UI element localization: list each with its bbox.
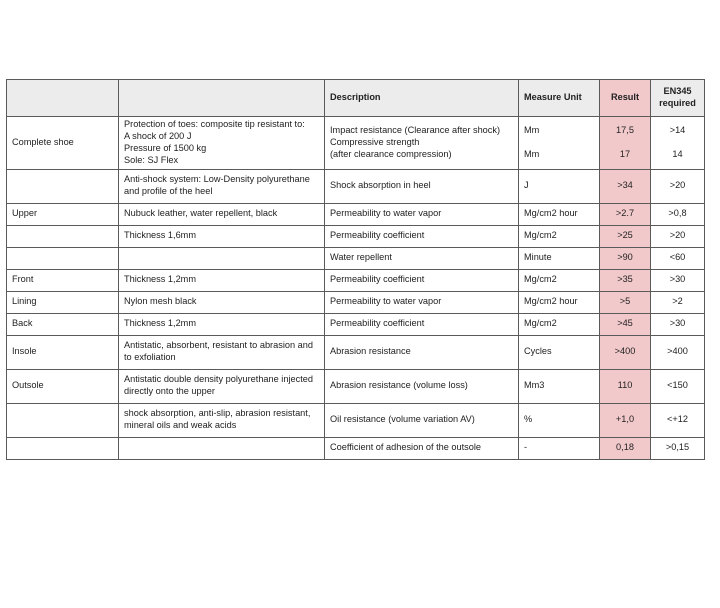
- result-line: +1,0: [615, 414, 635, 425]
- unit-line: Mm3: [524, 380, 545, 391]
- material-line: Nylon mesh black: [124, 296, 197, 307]
- cell-description: [325, 169, 519, 203]
- table-row: [7, 369, 705, 403]
- cell-material: [119, 247, 325, 269]
- header-unit: Measure Unit: [519, 80, 600, 117]
- description-line: Permeability coefficient: [330, 318, 425, 329]
- material-line: Thickness 1,2mm: [124, 318, 196, 329]
- table-row: [7, 403, 705, 437]
- cell-unit: [519, 291, 600, 313]
- result-line: 0,18: [616, 442, 634, 453]
- description-line: Shock absorption in heel: [330, 180, 431, 191]
- material-line: A shock of 200 J: [124, 130, 192, 141]
- cell-part: Lining: [7, 291, 119, 313]
- cell-part: Outsole: [7, 369, 119, 403]
- description-line: Permeability coefficient: [330, 274, 425, 285]
- cell-required: [651, 117, 705, 170]
- unit-line: Minute: [524, 252, 552, 263]
- material-line: Antistatic, absorbent, resistant to abrasion and to exfoliation: [124, 340, 313, 363]
- cell-required: [651, 313, 705, 335]
- cell-unit: [519, 247, 600, 269]
- header-part: [7, 80, 119, 117]
- material-line: shock absorption, anti-slip, abrasion resistant, mineral oils and weak acids: [124, 408, 311, 431]
- unit-line: J: [524, 180, 529, 191]
- cell-required: [651, 225, 705, 247]
- table-row: [7, 117, 705, 170]
- cell-unit: [519, 403, 600, 437]
- required-line: >20: [669, 230, 686, 241]
- cell-required: [651, 247, 705, 269]
- unit-line: Mg/cm2: [524, 230, 557, 241]
- description-line: Permeability coefficient: [330, 230, 425, 241]
- required-line: >14: [669, 124, 686, 135]
- cell-part: Complete shoe: [7, 117, 119, 170]
- cell-unit: [519, 225, 600, 247]
- unit-line: Mg/cm2: [524, 318, 557, 329]
- cell-material: [119, 403, 325, 437]
- unit-line: Mm: [524, 148, 540, 159]
- required-line: <+12: [667, 414, 688, 425]
- cell-part: [7, 169, 119, 203]
- spec-body: [7, 117, 705, 460]
- cell-result: [600, 269, 651, 291]
- unit-line: Mg/cm2 hour: [524, 208, 578, 219]
- required-line: 14: [672, 148, 683, 159]
- table-row: [7, 335, 705, 369]
- cell-material: [119, 169, 325, 203]
- table-row: [7, 437, 705, 459]
- cell-unit: [519, 169, 600, 203]
- cell-required: [651, 403, 705, 437]
- required-line: <60: [669, 252, 686, 263]
- result-line: >90: [617, 252, 633, 263]
- unit-line: Cycles: [524, 346, 552, 357]
- description-line: Compressive strength: [330, 136, 420, 147]
- material-line: Nubuck leather, water repellent, black: [124, 208, 278, 219]
- cell-material: [119, 313, 325, 335]
- cell-material: [119, 437, 325, 459]
- unit-line: %: [524, 414, 533, 425]
- cell-result: [600, 117, 651, 170]
- material-line: Antistatic double density polyurethane injected directly onto the upper: [124, 374, 313, 397]
- unit-line: Mg/cm2: [524, 274, 557, 285]
- cell-result: [600, 169, 651, 203]
- cell-unit: [519, 313, 600, 335]
- cell-part: Insole: [7, 335, 119, 369]
- cell-unit: [519, 437, 600, 459]
- cell-unit: [519, 335, 600, 369]
- cell-description: [325, 203, 519, 225]
- result-line: >2.7: [615, 208, 635, 219]
- description-line: Coefficient of adhesion of the outsole: [330, 442, 482, 453]
- cell-result: [600, 247, 651, 269]
- cell-description: [325, 225, 519, 247]
- cell-unit: [519, 369, 600, 403]
- cell-required: [651, 369, 705, 403]
- required-line: >30: [669, 274, 686, 285]
- cell-part: [7, 247, 119, 269]
- cell-unit: [519, 117, 600, 170]
- table-row: [7, 169, 705, 203]
- cell-result: [600, 313, 651, 335]
- cell-required: [651, 291, 705, 313]
- cell-required: [651, 269, 705, 291]
- header-row: [7, 80, 705, 117]
- cell-required: [651, 437, 705, 459]
- material-line: Sole: SJ Flex: [124, 154, 179, 165]
- result-line: >25: [617, 230, 633, 241]
- cell-description: [325, 247, 519, 269]
- result-line: 17,5: [616, 124, 634, 135]
- cell-result: [600, 437, 651, 459]
- description-line: Oil resistance (volume variation AV): [330, 414, 475, 425]
- cell-result: [600, 369, 651, 403]
- description-line: Impact resistance (Clearance after shock): [330, 124, 501, 135]
- description-line: Permeability to water vapor: [330, 208, 442, 219]
- result-line: 17: [619, 148, 631, 159]
- required-line: >400: [667, 346, 688, 357]
- table-row: [7, 203, 705, 225]
- cell-result: [600, 335, 651, 369]
- cell-material: [119, 225, 325, 247]
- cell-result: [600, 225, 651, 247]
- unit-line: Mg/cm2 hour: [524, 296, 578, 307]
- cell-description: [325, 403, 519, 437]
- cell-part: [7, 403, 119, 437]
- required-line: >30: [669, 318, 686, 329]
- cell-unit: [519, 203, 600, 225]
- table-row: [7, 291, 705, 313]
- cell-required: [651, 335, 705, 369]
- description-line: (after clearance compression): [330, 148, 452, 159]
- cell-material: [119, 117, 325, 170]
- cell-description: [325, 313, 519, 335]
- cell-part: Front: [7, 269, 119, 291]
- required-line: >20: [669, 180, 686, 191]
- required-line: <150: [667, 380, 688, 391]
- material-line: Thickness 1,2mm: [124, 274, 196, 285]
- cell-material: [119, 369, 325, 403]
- cell-description: [325, 291, 519, 313]
- cell-part: [7, 437, 119, 459]
- cell-description: [325, 269, 519, 291]
- header-description: Description: [325, 80, 519, 117]
- cell-material: [119, 335, 325, 369]
- required-line: >0,8: [668, 208, 687, 219]
- result-line: >35: [617, 274, 633, 285]
- description-line: Abrasion resistance: [330, 346, 411, 357]
- cell-description: [325, 117, 519, 170]
- material-line: Thickness 1,6mm: [124, 230, 196, 241]
- cell-material: [119, 269, 325, 291]
- material-line: Anti-shock system: Low-Density polyurethane and profile of the heel: [124, 174, 310, 197]
- cell-description: [325, 437, 519, 459]
- table-row: [7, 269, 705, 291]
- table-row: [7, 247, 705, 269]
- material-line: Pressure of 1500 kg: [124, 142, 207, 153]
- cell-part: Back: [7, 313, 119, 335]
- required-line: >0,15: [665, 442, 690, 453]
- cell-part: [7, 225, 119, 247]
- description-line: Permeability to water vapor: [330, 296, 442, 307]
- cell-result: [600, 291, 651, 313]
- result-line: >34: [617, 180, 633, 191]
- result-line: >45: [617, 318, 633, 329]
- result-line: 110: [617, 380, 633, 391]
- header-required: EN345 required: [651, 80, 705, 117]
- cell-description: [325, 335, 519, 369]
- cell-description: [325, 369, 519, 403]
- result-line: >400: [614, 346, 636, 357]
- header-result: Result: [600, 80, 651, 117]
- cell-material: [119, 203, 325, 225]
- cell-required: [651, 203, 705, 225]
- cell-required: [651, 169, 705, 203]
- cell-result: [600, 203, 651, 225]
- unit-line: -: [524, 442, 528, 453]
- cell-part: Upper: [7, 203, 119, 225]
- cell-unit: [519, 269, 600, 291]
- description-line: Abrasion resistance (volume loss): [330, 380, 468, 391]
- table-row: [7, 313, 705, 335]
- cell-result: [600, 403, 651, 437]
- unit-line: Mm: [524, 124, 540, 135]
- description-line: Water repellent: [330, 252, 392, 263]
- header-material: [119, 80, 325, 117]
- table-row: [7, 225, 705, 247]
- material-line: Protection of toes: composite tip resistant to:: [124, 119, 305, 129]
- cell-material: [119, 291, 325, 313]
- spec-table: [6, 79, 705, 460]
- required-line: >2: [672, 296, 683, 307]
- result-line: >5: [619, 296, 631, 307]
